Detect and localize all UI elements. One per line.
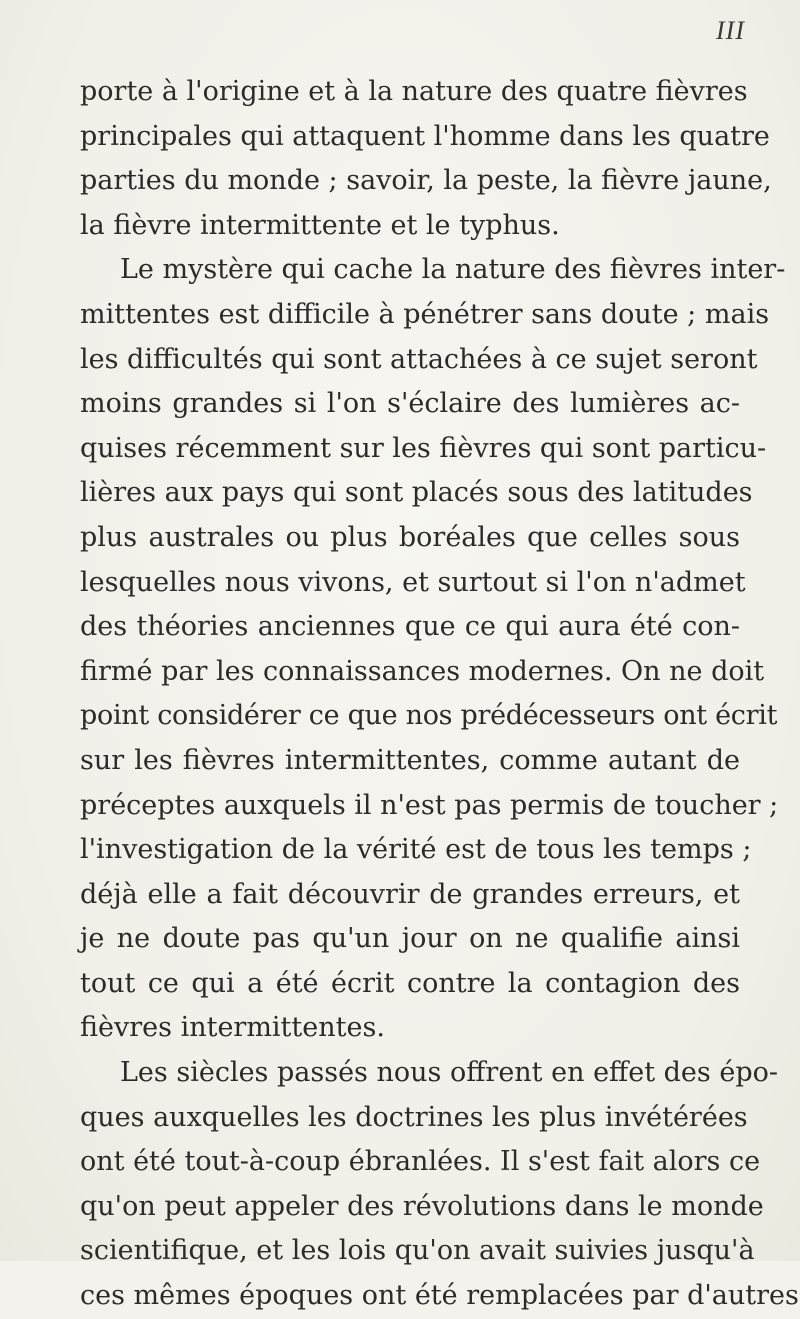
text-line: point considérer ce que nos prédécesseurs ont écrit: [80, 700, 778, 732]
text-line: sur les fièvres intermittentes, comme autant de: [80, 744, 740, 776]
text-line: principales qui attaquent l'homme dans les quatre: [80, 120, 770, 152]
text-line: les difficultés qui sont attachées à ce sujet seront: [80, 343, 758, 375]
text-line: tout ce qui a été écrit contre la contagion des: [80, 967, 740, 999]
text-line: ces mêmes époques ont été remplacées par d'autres: [80, 1280, 799, 1312]
page-number: III: [716, 16, 745, 45]
text-line: je ne doute pas qu'un jour on ne qualifie ainsi: [80, 923, 740, 955]
paragraph-start-line: Le mystère qui cache la nature des fièvres inter-: [120, 254, 786, 286]
text-line: plus australes ou plus boréales que celles sous: [80, 521, 740, 553]
text-line: moins grandes si l'on s'éclaire des lumières ac-: [80, 388, 740, 420]
body-text: [80, 70, 799, 1319]
text-line: ont été tout-à-coup ébranlées. Il s'est fait alors ce: [80, 1146, 761, 1178]
text-line: parties du monde ; savoir, la peste, la fièvre jaune,: [80, 165, 772, 197]
text-line: fièvres intermittentes.: [80, 1012, 385, 1044]
text-line: ques auxquelles les doctrines les plus invétérées: [80, 1101, 748, 1133]
text-line: des théories anciennes que ce qui aura été con-: [80, 611, 740, 643]
paragraph-start-line: Les siècles passés nous offrent en effet des épo-: [120, 1057, 778, 1089]
text-line: lesquelles nous vivons, et surtout si l'on n'admet: [80, 566, 746, 598]
text-line: déjà elle a fait découvrir de grandes erreurs, et: [80, 878, 740, 910]
text-line: firmé par les connaissances modernes. On ne doit: [80, 655, 765, 687]
text-line: quises récemment sur les fièvres qui sont particu-: [80, 432, 767, 464]
text-line: l'investigation de la vérité est de tous les temps ;: [80, 834, 752, 866]
text-line: scientifique, et les lois qu'on avait suivies jusqu'à: [80, 1235, 755, 1267]
text-line: qu'on peut appeler des révolutions dans le monde: [80, 1190, 764, 1222]
text-line: mittentes est difficile à pénétrer sans doute ; mais: [80, 298, 770, 330]
text-line: porte à l'origine et à la nature des quatre fièvres: [80, 76, 748, 107]
text-line: préceptes auxquels il n'est pas permis de toucher ;: [80, 789, 779, 821]
text-line: lières aux pays qui sont placés sous des latitudes: [80, 477, 753, 509]
text-line: la fièvre intermittente et le typhus.: [80, 209, 560, 241]
